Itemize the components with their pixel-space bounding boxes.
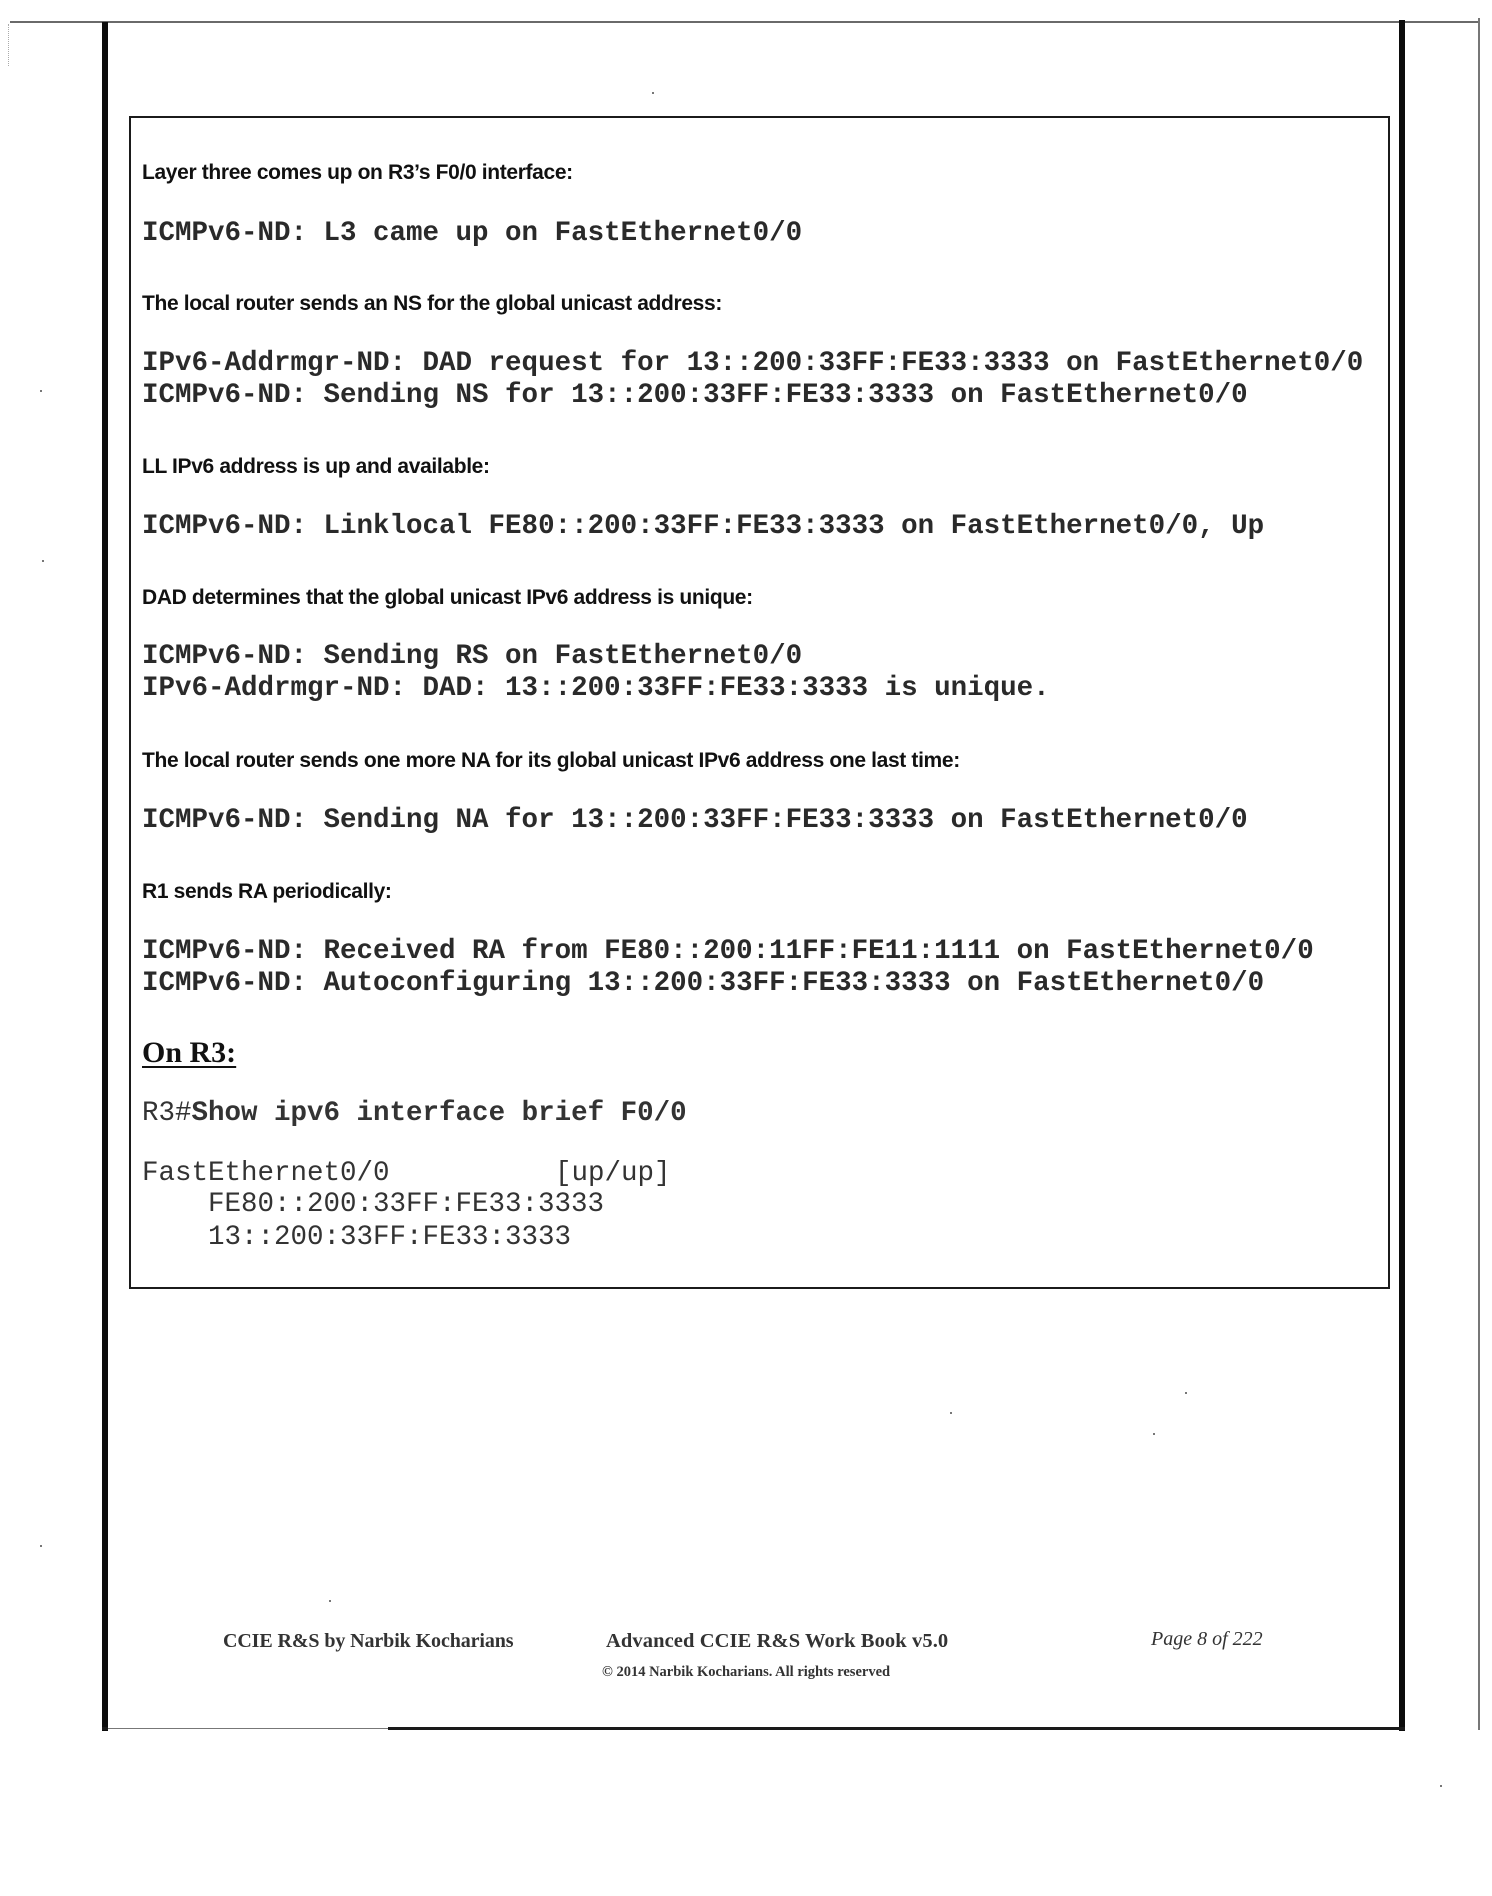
scan-speck xyxy=(652,92,654,94)
footer-page-number: Page 8 of 222 xyxy=(1151,1628,1263,1650)
debug-line-sending-na: ICMPv6-ND: Sending NA for 13::200:33FF:FE33:3333 on FastEthernet0/0 xyxy=(142,805,1248,836)
debug-line-sending-ns: ICMPv6-ND: Sending NS for 13::200:33FF:FE33:3333 on FastEthernet0/0 xyxy=(142,380,1248,411)
output-interface-status: [up/up] xyxy=(555,1158,671,1189)
scan-speck xyxy=(40,390,42,392)
page-top-border xyxy=(10,21,1478,23)
scan-speck xyxy=(950,1412,952,1414)
scan-speck xyxy=(1185,1392,1187,1394)
output-address-global: 13::200:33FF:FE33:3333 xyxy=(208,1222,572,1253)
scan-speck xyxy=(1153,1433,1155,1435)
output-interface-name: FastEthernet0/0 xyxy=(142,1158,390,1189)
scan-edge-mark xyxy=(8,24,10,66)
debug-line-dad-unique: IPv6-Addrmgr-ND: DAD: 13::200:33FF:FE33:3333 is unique. xyxy=(142,673,1050,704)
page-bottom-border-thin xyxy=(108,1728,388,1729)
output-interface-row xyxy=(142,1160,390,1188)
scan-right-edge xyxy=(1478,18,1480,1730)
text-heading-ll-up: LL IPv6 address is up and available: xyxy=(142,455,490,478)
text-heading-ns: The local router sends an NS for the global unicast address: xyxy=(142,292,722,315)
debug-line-received-ra: ICMPv6-ND: Received RA from FE80::200:11FF:FE11:1111 on FastEthernet0/0 xyxy=(142,936,1314,967)
scan-speck xyxy=(40,1545,42,1547)
page-right-border xyxy=(1399,20,1405,1731)
footer-book-title: Advanced CCIE R&S Work Book v5.0 xyxy=(606,1630,949,1652)
footer-copyright: © 2014 Narbik Kocharians. All rights reserved xyxy=(602,1664,891,1680)
text-heading-na: The local router sends one more NA for its global unicast IPv6 address one last time: xyxy=(142,749,960,772)
debug-line-linklocal: ICMPv6-ND: Linklocal FE80::200:33FF:FE33:3333 on FastEthernet0/0, Up xyxy=(142,511,1265,542)
cli-prompt: R3# xyxy=(142,1098,192,1129)
debug-line-l3-up: ICMPv6-ND: L3 came up on FastEthernet0/0 xyxy=(142,218,803,249)
page-left-border xyxy=(102,22,108,1731)
text-heading-l3-up: Layer three comes up on R3’s F0/0 interface: xyxy=(142,161,573,184)
debug-line-dad-request: IPv6-Addrmgr-ND: DAD request for 13::200:33FF:FE33:3333 on FastEthernet0/0 xyxy=(142,348,1364,379)
scan-speck xyxy=(329,1600,331,1602)
scan-speck xyxy=(42,560,44,562)
section-heading-on-r3: On R3: xyxy=(142,1036,237,1069)
cli-command: Show ipv6 interface brief F0/0 xyxy=(191,1098,687,1129)
debug-line-sending-rs: ICMPv6-ND: Sending RS on FastEthernet0/0 xyxy=(142,641,803,672)
text-heading-dad-unique: DAD determines that the global unicast IPv6 address is unique: xyxy=(142,586,753,609)
cli-command-line xyxy=(142,1100,687,1128)
scan-speck xyxy=(1440,1785,1442,1787)
debug-line-autoconfig: ICMPv6-ND: Autoconfiguring 13::200:33FF:FE33:3333 on FastEthernet0/0 xyxy=(142,968,1265,999)
text-heading-ra: R1 sends RA periodically: xyxy=(142,880,392,903)
footer-author: CCIE R&S by Narbik Kocharians xyxy=(223,1630,514,1652)
output-address-linklocal: FE80::200:33FF:FE33:3333 xyxy=(208,1189,605,1220)
